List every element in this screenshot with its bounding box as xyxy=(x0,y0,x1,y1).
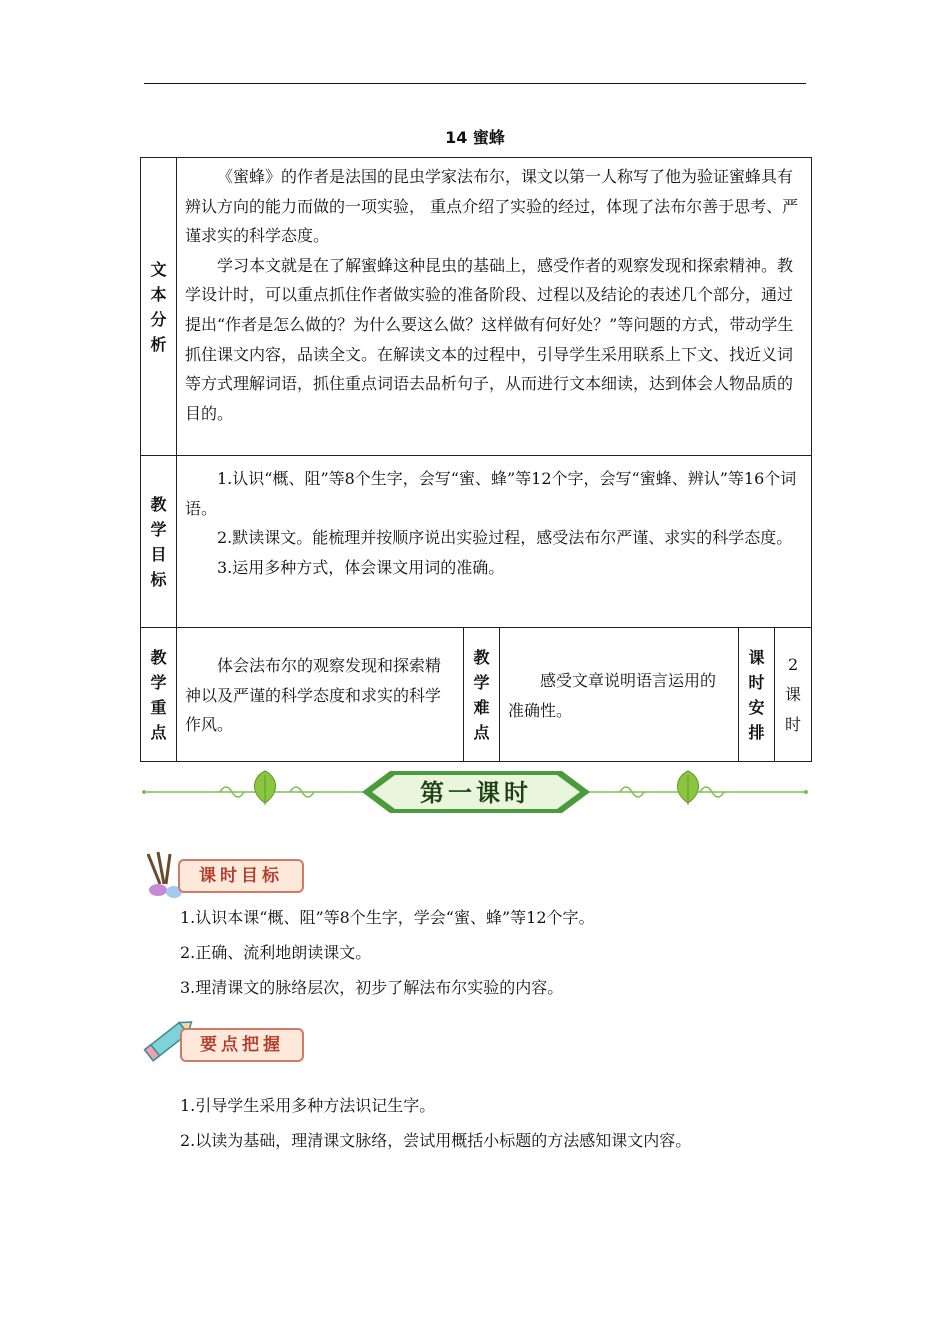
leaf-icon xyxy=(677,771,698,805)
list-item: 2.以读为基础，理清课文脉络，尝试用概括小标题的方法感知课文内容。 xyxy=(180,1131,692,1150)
analysis-content xyxy=(177,158,812,456)
keypoints-row xyxy=(141,628,812,762)
leaf-icon xyxy=(254,771,275,805)
first-lesson-banner xyxy=(140,765,811,817)
goal-item: 2.默读课文。能梳理并按顺序说出实验过程，感受法布尔严谨、求实的科学态度。 xyxy=(217,528,793,548)
goals-row xyxy=(141,456,812,628)
banner-label: 第一课时 xyxy=(420,779,532,807)
section-keypoints-list xyxy=(180,1088,691,1158)
list-item: 2.正确、流利地朗读课文。 xyxy=(180,943,372,962)
section-goals-label: 课时目标 xyxy=(178,859,304,893)
list-item: 1.引导学生采用多种方法识记生字。 xyxy=(180,1096,436,1115)
difficulties-content: 感受文章说明语言运用的准确性。 xyxy=(500,628,739,762)
goal-item: 1.认识“概、阻”等8个生字，会写“蜜、蜂”等12个字，会写“蜜蜂、辨认”等16个词语。 xyxy=(185,469,797,518)
list-item: 3.理清课文的脉络层次，初步了解法布尔实验的内容。 xyxy=(180,978,564,997)
section-goals-list xyxy=(180,900,595,1005)
list-item: 1.认识本课“概、阻”等8个生字，学会“蜜、蜂”等12个字。 xyxy=(180,908,595,927)
analysis-paragraph: 学习本文就是在了解蜜蜂这种昆虫的基础上，感受作者的观察发现和探索精神。教学设计时，可以重点抓住作者做实验的准备阶段、过程以及结论的表述几个部分，通过提出“作者是怎么做的？为什么要这么做？这样做有何好处？”等问题的方式，带动学生抓住课文内容，品读全文。在解读文本的过程中，引导学生采用联系上下文、找近义词等方式理解词语，抓住重点词语去品析句子，从而进行文本细读，达到体会人物品质的目的。 xyxy=(185,255,794,423)
analysis-row xyxy=(141,158,812,456)
analysis-paragraph: 《蜜蜂》的作者是法国的昆虫学家法布尔，课文以第一人称写了他为验证蜜蜂具有辨认方向的能力而做的一项实验， 重点介绍了实验的经过，体现了法布尔善于思考、严谨求实的科学态度。 xyxy=(185,167,799,246)
lesson-title: 14 蜜蜂 xyxy=(445,128,505,147)
section-keypoints-label: 要点把握 xyxy=(180,1028,304,1062)
analysis-header: 文 本 分 析 xyxy=(141,158,177,456)
goals-content xyxy=(177,456,812,628)
section-goals-header xyxy=(140,850,310,902)
schedule-value: 2 课 时 xyxy=(775,628,812,762)
difficulties-header: 教 学 难 点 xyxy=(464,628,500,762)
goals-header: 教 学 目 标 xyxy=(141,456,177,628)
section-keypoints-header xyxy=(140,1014,310,1066)
schedule-header: 课 时 安 排 xyxy=(739,628,775,762)
keypoints-header: 教 学 重 点 xyxy=(141,628,177,762)
lesson-plan-table xyxy=(140,157,812,762)
keypoints-content: 体会法布尔的观察发现和探索精神以及严谨的科学态度和求实的科学作风。 xyxy=(177,628,464,762)
header-rule xyxy=(144,83,806,84)
goal-item: 3.运用多种方式，体会课文用词的准确。 xyxy=(217,557,505,577)
